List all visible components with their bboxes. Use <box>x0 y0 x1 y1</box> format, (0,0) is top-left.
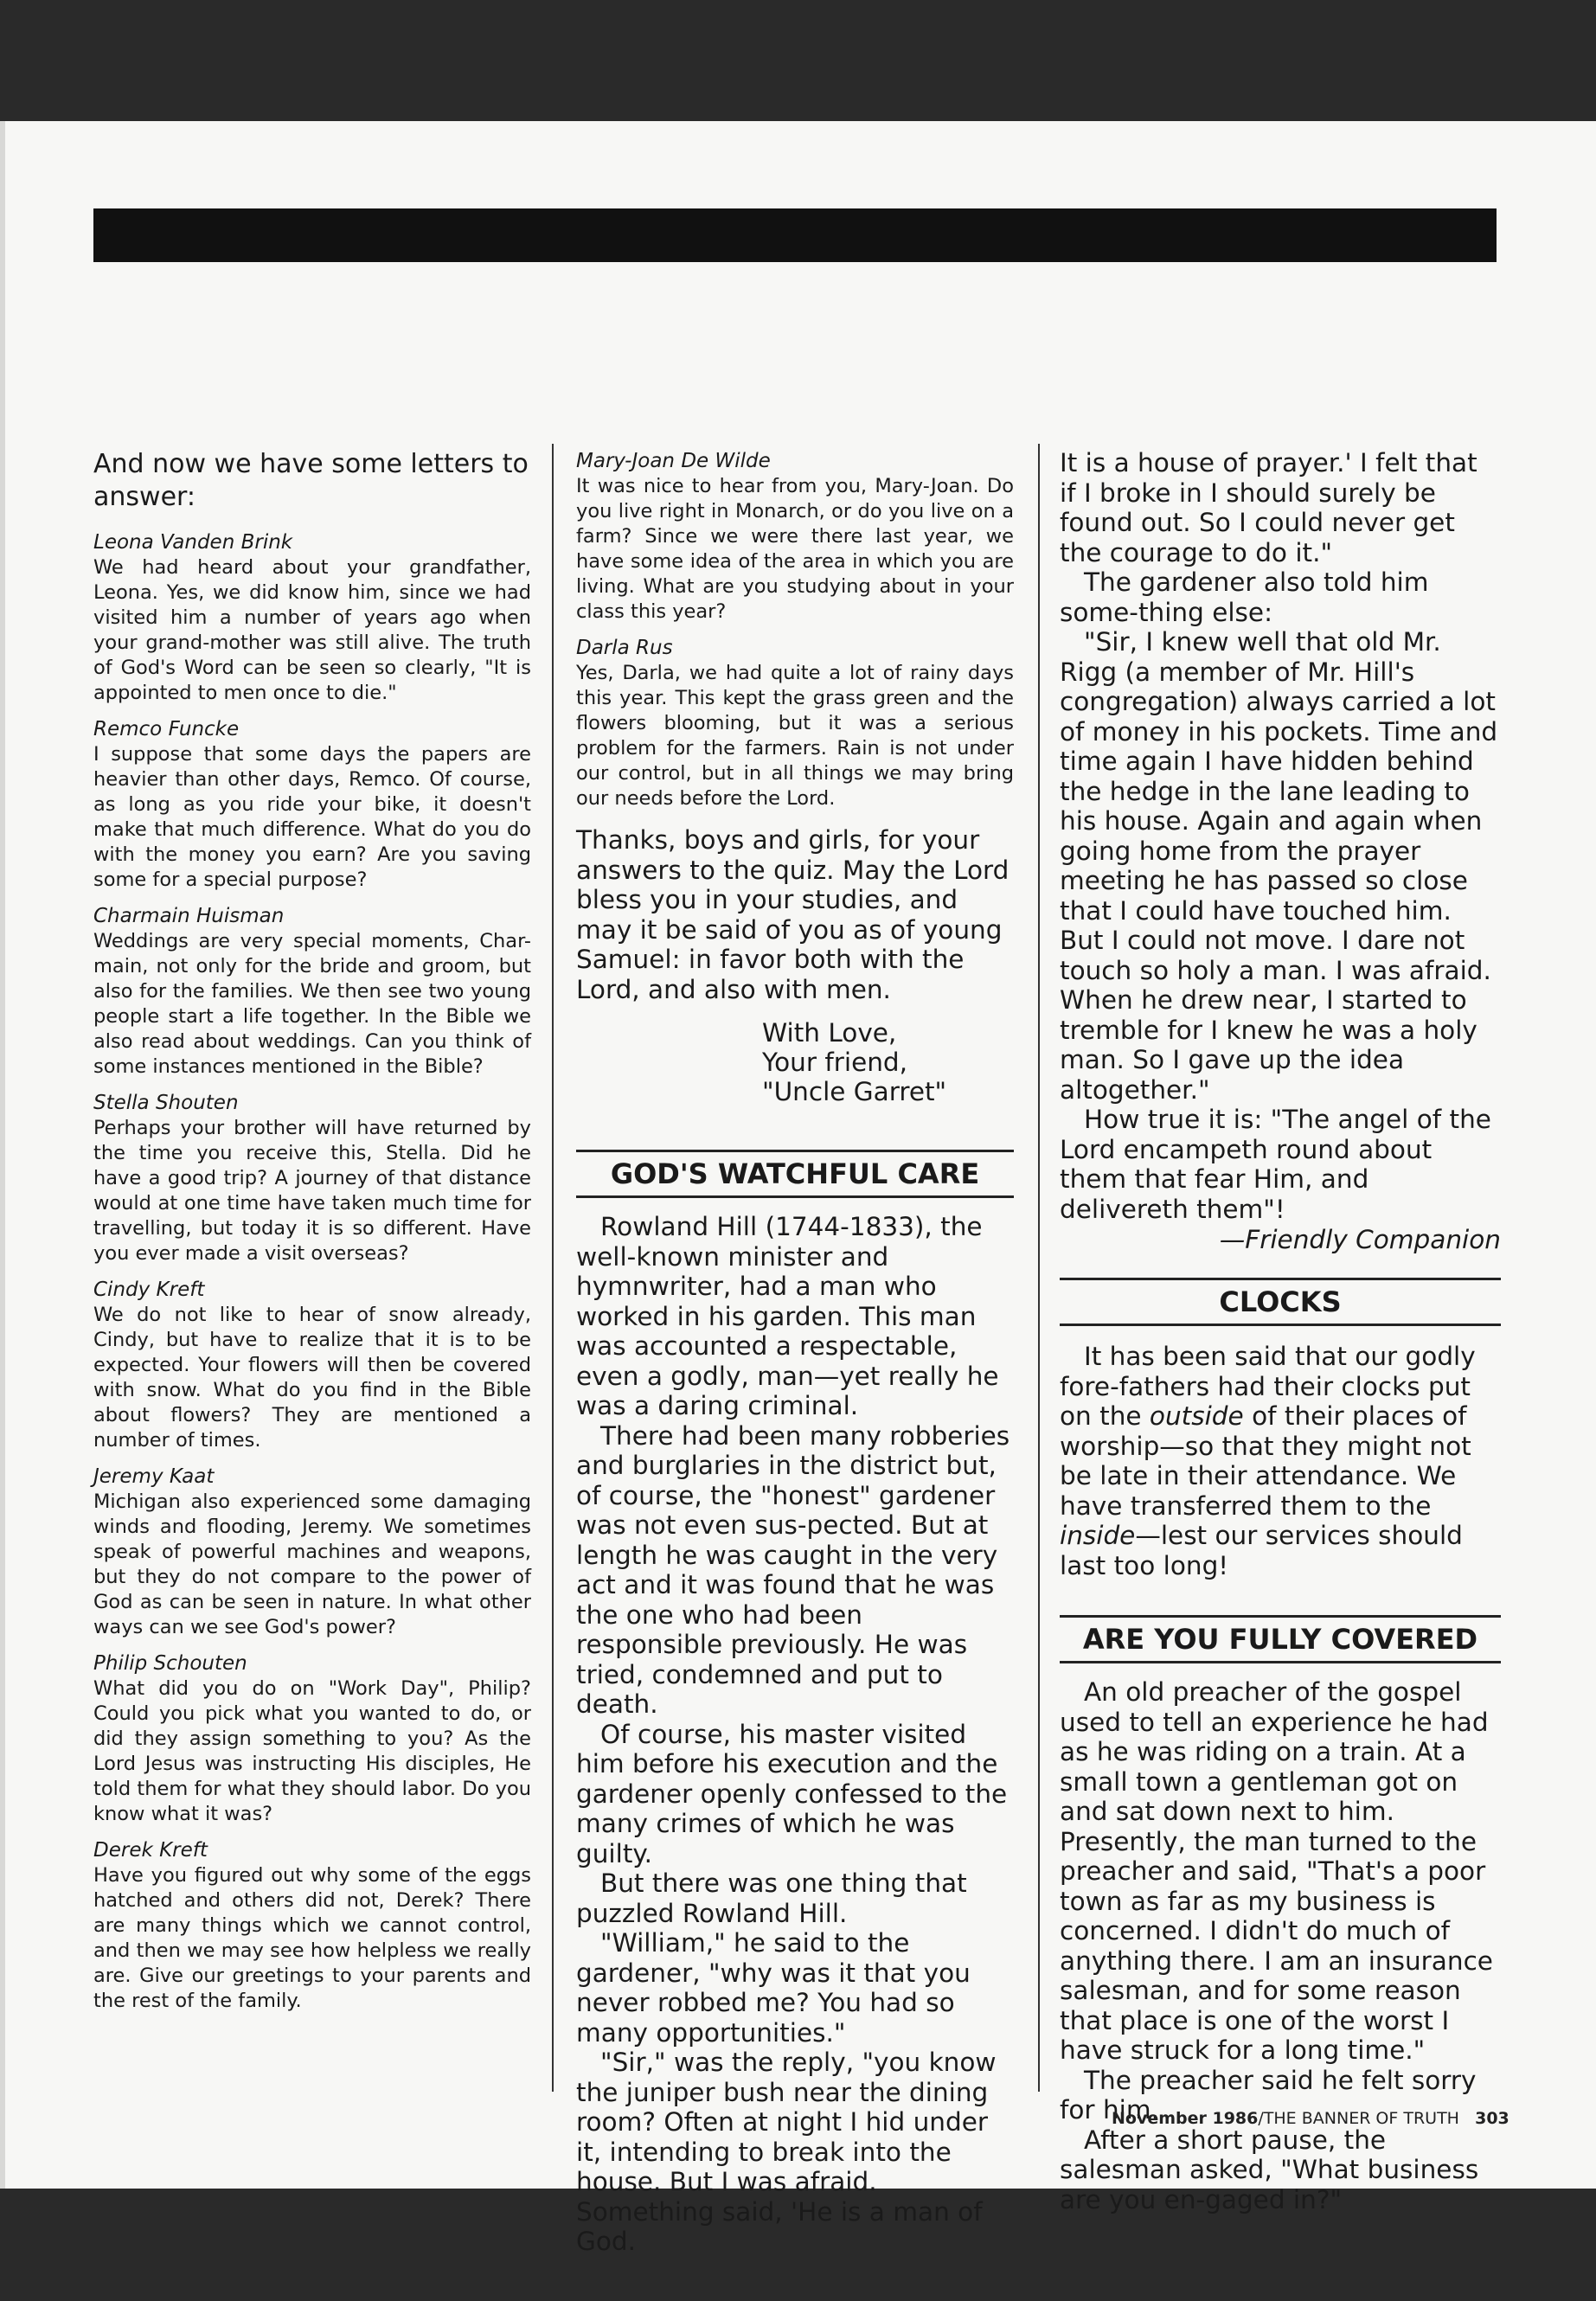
letter-reply: Michigan also experienced some damaging winds and flooding, Jeremy. We sometimes speak of powerful machines and weapons, but they do not compare to the power of God as can be seen in nature. In what other ways can we see God's power? <box>93 1490 531 1638</box>
letter-entry <box>93 1650 531 1827</box>
signature-line: With Love, <box>762 1018 897 1048</box>
article-paragraph: Of course, his master visited him before his execution and the gardener openly confessed to the many crimes of which he was guilty. <box>576 1719 1008 1868</box>
letter-reply: I suppose that some days the papers are heavier than other days, Remco. Of course, as long as you ride your bike, it doesn't make that much difference. What do you do with the money you earn? Are you saving some for a special purpose? <box>93 743 531 891</box>
column-letters-1 <box>93 448 531 2024</box>
letter-entry <box>93 903 531 1080</box>
signature-line: Your friend, <box>762 1048 908 1077</box>
letter-recipient: Jeremy Kaat <box>93 1465 215 1488</box>
letter-entry <box>576 448 1014 625</box>
article-paragraph: The gardener also told him some-thing else: <box>1060 567 1429 627</box>
letter-reply: Perhaps your brother will have returned by the time you receive this, Stella. Did he have a good trip? A journey of that distance would at one time have taken much time for travelling, but today it is so different. Have you ever made a visit overseas? <box>93 1117 531 1265</box>
letter-entry <box>93 1090 531 1266</box>
letter-recipient: Darla Rus <box>576 637 673 659</box>
letter-recipient: Derek Kreft <box>93 1839 208 1862</box>
signature <box>576 1018 1014 1106</box>
footer-publication: /THE BANNER OF TRUTH <box>1258 2109 1459 2128</box>
footer-date: November 1986 <box>1112 2109 1259 2128</box>
intro-text: And now we have some letters to answer: <box>93 449 529 512</box>
article-paragraph: How true it is: "The angel of the Lord encampeth round about them that fear Him, and delivereth them"! <box>1060 1105 1491 1224</box>
header-bar <box>93 208 1497 262</box>
letter-entry <box>93 1464 531 1640</box>
column-articles <box>1060 448 1501 2214</box>
letter-entry <box>93 1277 531 1453</box>
letter-recipient: Charmain Huisman <box>93 905 285 927</box>
letter-recipient: Leona Vanden Brink <box>93 531 293 554</box>
covered-title: ARE YOU FULLY COVERED <box>1060 1615 1501 1663</box>
attribution: —Friendly Companion <box>1219 1225 1501 1254</box>
page-footer <box>1112 2109 1509 2128</box>
article-paragraph: "Sir, I knew well that old Mr. Rigg (a member of Mr. Hill's congregation) always carried a lot of money in his pockets. Time and time again I have hidden behind the hedge in the lane leading to his house. Again and again when going home from the prayer meeting he has passed so close that I could have touched him. But I could not move. I dare not touch so holy a man. I was afraid. When he drew near, I started to tremble for I knew he was a holy man. So I gave up the idea altogether." <box>1060 627 1498 1105</box>
gods-care-title: GOD'S WATCHFUL CARE <box>576 1150 1014 1198</box>
closing-text: Thanks, boys and girls, for your answers to the quiz. May the Lord bless you in your studies, and may it be said of you as of young Samuel: in favor both with the Lord, and also with men. <box>576 825 1010 1004</box>
letter-recipient: Philip Schouten <box>93 1652 247 1675</box>
page-number: 303 <box>1475 2109 1509 2128</box>
signature-line: "Uncle Garret" <box>762 1077 947 1106</box>
letter-reply: Yes, Darla, we had quite a lot of rainy days this year. This kept the grass green and the flowers blooming, but it was a serious problem for the farmers. Rain is not under our control, but in all things we may bring our needs before the Lord. <box>576 662 1014 810</box>
article-paragraph: Rowland Hill (1744-1833), the well-known minister and hymnwriter, had a man who worked in his garden. This man was accounted a respectable, even a godly, man—yet really he was a daring criminal. <box>576 1212 999 1420</box>
letter-reply: We do not like to hear of snow already, Cindy, but have to realize that it is to be expected. Your flowers will then be covered with snow. What do you find in the Bible about flowers? They are mentioned a number of times. <box>93 1304 531 1452</box>
article-paragraph: There had been many robberies and burglaries in the district but, of course, the "honest" gardener was not even sus-pected. But at length he was caught in the very act and it was found that he was the one who had been responsible previously. He was tried, condemned and put to death. <box>576 1420 1010 1719</box>
letter-recipient: Stella Shouten <box>93 1092 239 1114</box>
article-paragraph: "William," he said to the gardener, "why was it that you never robbed me? You had so many opportunities." <box>576 1928 971 2048</box>
column-divider <box>1038 444 1040 2092</box>
article-paragraph: An old preacher of the gospel used to tell an experience he had as he was riding on a train. At a small town a gentleman got on and sat down next to him. Presently, the man turned to the preacher and said, "That's a poor town as far as my business is concerned. I didn't do much of anything there. I am an insurance salesman, and for some reason that place is one of the worst I have struck for a long time." <box>1060 1677 1493 2065</box>
clocks-text: It has been said that our godly fore-fathers had their clocks put on the outside of their places of worship—so that they might not be late in their attendance. We have transferred them to the inside—lest our services should last too long! <box>1060 1342 1476 1580</box>
article-paragraph: After a short pause, the salesman asked, "What business are you en-gaged in?" <box>1060 2125 1479 2214</box>
letter-entry <box>576 635 1014 811</box>
article-paragraph: The preacher said he felt sorry for him. <box>1060 2065 1477 2125</box>
letter-reply: Weddings are very special moments, Char-main, not only for the bride and groom, but also for the families. We then see two young people start a life together. In the Bible we also read about weddings. Can you think of some instances mentioned in the Bible? <box>93 930 531 1078</box>
letter-reply: We had heard about your grandfather, Leona. Yes, we did know him, since we had visited him a number of years ago when your grand-mother was still alive. The truth of God's Word can be seen so clearly, "It is appointed to men once to die." <box>93 556 531 704</box>
clocks-title: CLOCKS <box>1060 1278 1501 1326</box>
column-divider <box>552 444 554 2092</box>
letter-reply: What did you do on "Work Day", Philip? Could you pick what you wanted to do, or did they assign something to you? As the Lord Jesus was instructing His disciples, He told them for what they should labor. Do you know what it was? <box>93 1677 531 1825</box>
article-paragraph: "Sir," was the reply, "you know the juniper bush near the dining room? Often at night I hid under it, intending to break into the house. But I was afraid. Something said, 'He is a man of God. <box>576 2048 997 2256</box>
letter-recipient: Mary-Joan De Wilde <box>576 450 771 472</box>
letter-entry <box>93 529 531 706</box>
letter-recipient: Remco Funcke <box>93 718 240 740</box>
article-paragraph: It is a house of prayer.' I felt that if I broke in I should surely be found out. So I could never get the courage to do it." <box>1060 448 1477 567</box>
letter-reply: Have you figured out why some of the eggs hatched and others did not, Derek? There are many things which we cannot control, and then we may see how helpless we really are. Give our greetings to your parents and the rest of the family. <box>93 1864 531 2012</box>
column-letters-2 <box>576 448 1014 2257</box>
letter-reply: It was nice to hear from you, Mary-Joan. Do you live right in Monarch, or do you live on a farm? Since we were there last year, we have some idea of the area in which you are living. What are you studying about in your class this year? <box>576 475 1014 623</box>
article-paragraph: But there was one thing that puzzled Rowland Hill. <box>576 1868 967 1928</box>
magazine-page <box>0 121 1596 2256</box>
letter-entry <box>93 716 531 893</box>
page-spine <box>0 121 5 2189</box>
letter-entry <box>93 1837 531 2014</box>
letter-recipient: Cindy Kreft <box>93 1279 205 1301</box>
